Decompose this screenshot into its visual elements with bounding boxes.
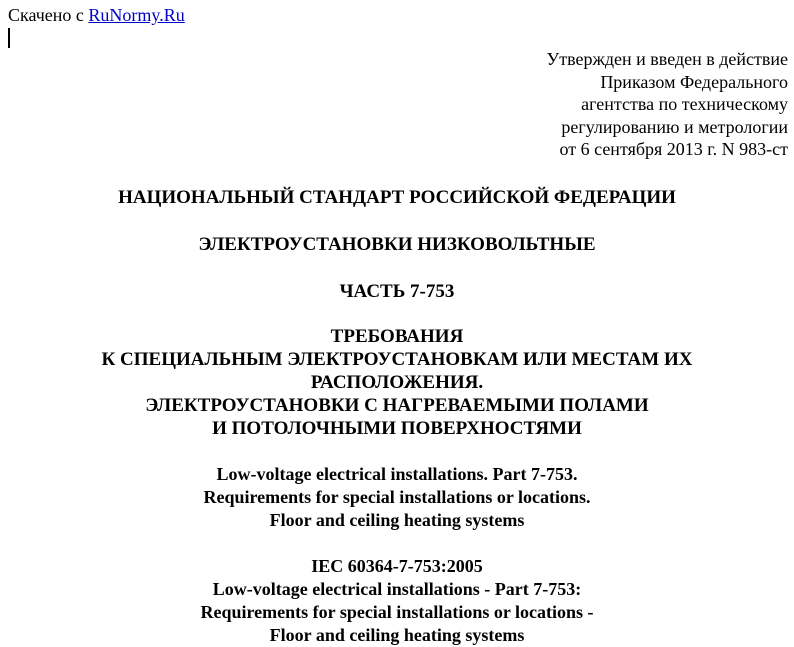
iec-reference-block	[0, 555, 794, 647]
iec-reference-line: IEC 60364-7-753:2005	[311, 556, 483, 576]
english-title-line: Floor and ceiling heating systems	[269, 510, 525, 530]
download-source-prefix: Скачено с	[8, 5, 89, 25]
approval-line: Утвержден и введен в действие	[546, 49, 788, 69]
english-title-line: Requirements for special installations or locations.	[203, 487, 591, 507]
english-title-block	[0, 463, 794, 532]
requirements-title-line: РАСПОЛОЖЕНИЯ.	[310, 372, 484, 393]
iec-reference-line: Requirements for special installations or locations -	[200, 602, 594, 622]
national-standard-title: НАЦИОНАЛЬНЫЙ СТАНДАРТ РОССИЙСКОЙ ФЕДЕРАЦИИ	[118, 187, 676, 208]
standard-part-title: ЧАСТЬ 7-753	[339, 281, 455, 302]
requirements-title-line: И ПОТОЛОЧНЫМИ ПОВЕРХНОСТЯМИ	[212, 418, 582, 439]
approval-block	[546, 48, 788, 161]
requirements-title-line: ТРЕБОВАНИЯ	[330, 326, 464, 347]
approval-line: агентства по техническому	[581, 94, 788, 114]
download-source-line	[8, 4, 185, 26]
requirements-title-line: К СПЕЦИАЛЬНЫМ ЭЛЕКТРОУСТАНОВКАМ ИЛИ МЕСТАМ ИХ	[101, 349, 693, 370]
english-title-line: Low-voltage electrical installations. Part 7-753.	[216, 464, 578, 484]
runormy-link[interactable]: RuNormy.Ru	[88, 5, 185, 25]
iec-reference-line: Floor and ceiling heating systems	[269, 625, 525, 645]
requirements-title-line: ЭЛЕКТРОУСТАНОВКИ С НАГРЕВАЕМЫМИ ПОЛАМИ	[145, 395, 649, 416]
approval-line: Приказом Федерального	[600, 71, 788, 92]
text-cursor	[8, 28, 10, 48]
approval-line: от 6 сентября 2013 г. N 983-ст	[559, 139, 788, 159]
requirements-title-block	[0, 325, 794, 440]
approval-line: регулированию и метрологии	[561, 116, 788, 137]
iec-reference-line: Low-voltage electrical installations - Part 7-753:	[212, 579, 582, 599]
standard-subject-title: ЭЛЕКТРОУСТАНОВКИ НИЗКОВОЛЬТНЫЕ	[198, 234, 596, 255]
